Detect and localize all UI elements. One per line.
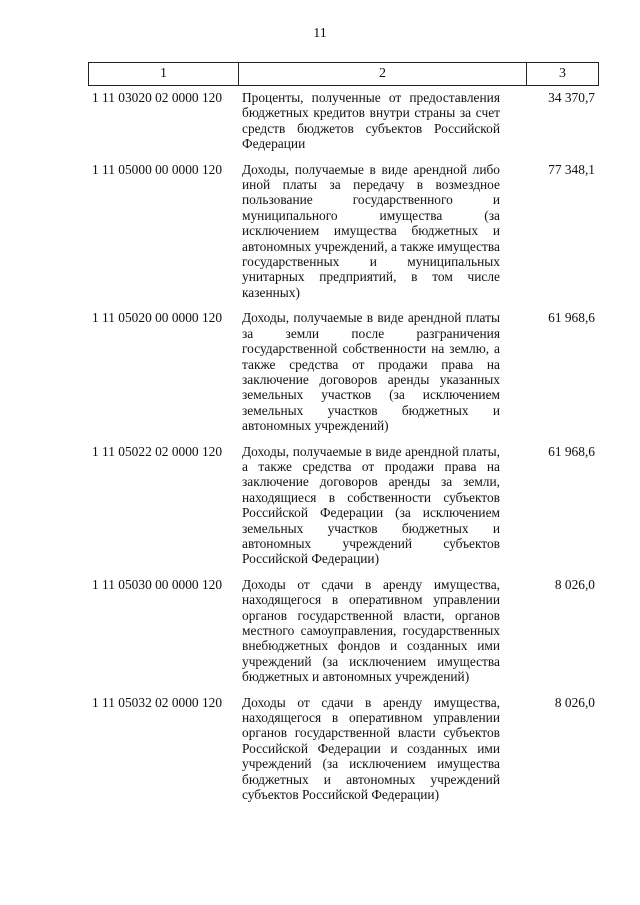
row-amount: 61 968,6	[548, 443, 595, 459]
table-row	[88, 310, 599, 433]
table-header	[88, 62, 599, 86]
header-col-1: 1	[89, 63, 239, 85]
row-code: 1 11 05030 00 0000 120	[92, 576, 223, 592]
table-row	[88, 90, 599, 152]
header-col-3: 3	[559, 66, 566, 81]
table-body	[88, 90, 599, 812]
header-col-2: 2	[239, 63, 527, 85]
table-row	[88, 162, 599, 301]
table-row	[88, 577, 599, 685]
row-description: Проценты, полученные от предоставления бюджетных кредитов внутри страны за счет средств бюджетов субъектов Российской Федерации	[242, 90, 500, 152]
row-description: Доходы от сдачи в аренду имущества, находящегося в оперативном управлении органов государственной власти субъектов Российской Федерации и созданных ими учреждений (за исключением имущества бюджетных и автономных учреждений субъектов Российской Федерации)	[242, 694, 500, 803]
row-amount: 77 348,1	[548, 161, 595, 177]
row-amount: 8 026,0	[554, 576, 595, 592]
row-code: 1 11 03020 02 0000 120	[92, 90, 223, 105]
row-code: 1 11 05022 02 0000 120	[92, 443, 223, 459]
row-code: 1 11 05020 00 0000 120	[92, 310, 223, 326]
table-row	[88, 444, 599, 567]
table-row	[88, 695, 599, 803]
row-code: 1 11 05032 02 0000 120	[92, 694, 223, 710]
row-amount: 34 370,7	[548, 90, 595, 105]
row-description: Доходы, получаемые в виде арендной либо иной платы за передачу в возмездное пользование государственного и муниципального имущества (за исключением имущества бюджетных и автономных учреждений, а также имущества государственных и муниципальных унитарных предприятий, в том числе казенных)	[242, 161, 500, 300]
row-description: Доходы от сдачи в аренду имущества, находящегося в оперативном управлении органов государственной власти, органов местного самоуправления, государственных внебюджетных фондов и созданных ими учреждений (за исключением имущества бюджетных и автономных учреждений)	[242, 576, 500, 685]
row-amount: 61 968,6	[548, 310, 595, 326]
page-number: 11	[313, 26, 327, 41]
row-code: 1 11 05000 00 0000 120	[92, 161, 223, 177]
row-description: Доходы, получаемые в виде арендной платы за земли после разграничения государственной собственности на землю, а также средства от продажи права на заключение договоров аренды указанных земельных участков (за исключением земельных участков бюджетных и автономных учреждений)	[242, 310, 500, 434]
row-amount: 8 026,0	[554, 694, 595, 710]
row-description: Доходы, получаемые в виде арендной платы, а также средства от продажи права на заключение договоров аренды за земли, находящиеся в собственности субъектов Российской Федерации (за исключением земельных участков бюджетных и автономных учреждений субъектов Российской Федерации)	[242, 443, 500, 567]
